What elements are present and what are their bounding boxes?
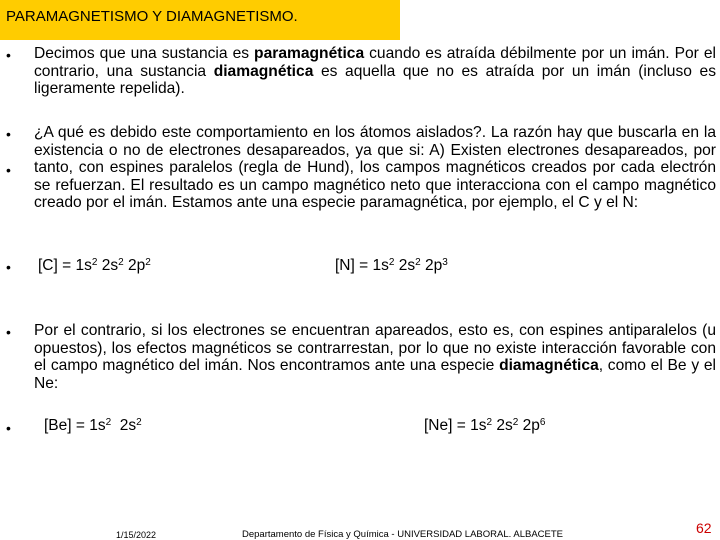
c-sup1: 2 xyxy=(91,257,98,268)
p1-text-a: Decimos que una sustancia es xyxy=(34,45,255,62)
p1-text-e: es aquella que no es atraída por un imán (incluso es ligeramente repelida). xyxy=(34,62,716,97)
p1-text-c: cuando es atraída débilmente por un imán. Por el contrario, una sustancia xyxy=(34,45,717,80)
bullet-4: • xyxy=(6,259,11,275)
p3-term-diamagnetica: diamagnética xyxy=(499,357,599,374)
bullet-5: • xyxy=(6,324,11,340)
c-label: [C] = 1s xyxy=(38,257,92,274)
n-mid2: 2p xyxy=(420,257,443,274)
paragraph-definition xyxy=(34,45,716,98)
ne-sup2: 2 xyxy=(512,417,519,428)
n-label: [N] = 1s xyxy=(335,257,389,274)
slide-title: PARAMAGNETISMO Y DIAMAGNETISMO. xyxy=(6,8,298,25)
n-mid1: 2s xyxy=(394,257,416,274)
p3-text-a: Por el contrario, si los electrones se encuentran apareados, esto es, con espines antiparalelos (u opuestos), los efectos magnéticos se contrarrestan, por lo que no existe interacción favorable con el campo magnético del imán. Nos encontramos ante una especie xyxy=(34,322,716,374)
ne-sup1: 2 xyxy=(486,417,493,428)
ne-sup3: 6 xyxy=(539,417,546,428)
footer-date: 1/15/2022 xyxy=(116,530,157,540)
bullet-3: • xyxy=(6,162,11,178)
c-mid1: 2s xyxy=(97,257,119,274)
n-sup3: 3 xyxy=(442,257,448,268)
be-label: [Be] = 1s xyxy=(44,417,106,434)
be-mid1: 2s xyxy=(111,417,137,434)
p1-term-paramagnetica: paramagnética xyxy=(254,45,365,62)
c-sup3: 2 xyxy=(145,257,151,268)
be-sup2: 2 xyxy=(136,417,142,428)
p1-term-diamagnetica: diamagnética xyxy=(213,62,314,80)
n-sup1: 2 xyxy=(388,257,395,268)
config-neon xyxy=(424,417,545,435)
bullet-2: • xyxy=(6,126,11,142)
config-carbon xyxy=(38,257,151,275)
c-sup2: 2 xyxy=(118,257,124,268)
ne-label: [Ne] = 1s xyxy=(424,417,487,434)
page-number: 62 xyxy=(696,520,712,536)
bullet-1: • xyxy=(6,47,11,63)
paragraph-diamagnetic xyxy=(34,322,716,392)
paragraph-explanation: ¿A qué es debido este comportamiento en los átomos aislados?. La razón hay que buscarla en la existencia o no de electrones desapareados, ya que si: A) Existen electrones desapareados, por tanto, con espines paralelos (regla de Hund), los campos magnéticos creados por cada electrón se refuerzan. El resultado es un campo magnético neto que interacciona con el campo magnético creado por el imán. Estamos ante una especie paramagnética, por ejemplo, el C y el N: xyxy=(34,124,716,211)
ne-mid2: 2p xyxy=(518,417,540,434)
footer-department: Departamento de Física y Química - UNIVERSIDAD LABORAL. ALBACETE xyxy=(242,529,564,540)
bullet-6: • xyxy=(6,420,11,436)
n-sup2: 2 xyxy=(415,257,421,268)
config-beryllium xyxy=(44,417,142,435)
ne-mid1: 2s xyxy=(492,417,513,434)
config-nitrogen xyxy=(335,257,448,275)
p3-text-c: , como el Be y el Ne: xyxy=(34,357,716,392)
c-mid2: 2p xyxy=(123,257,146,274)
title-bar xyxy=(0,0,400,40)
be-sup1: 2 xyxy=(105,417,112,428)
